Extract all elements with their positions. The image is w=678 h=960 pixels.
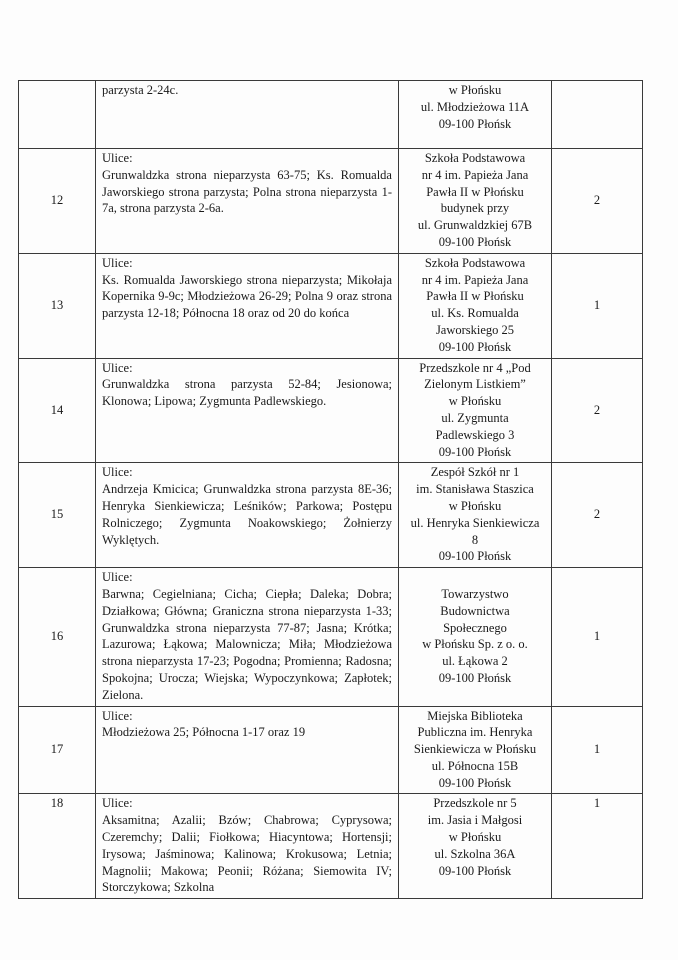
- place-line: Sienkiewicza w Płońsku: [413, 742, 537, 757]
- table-row: [19, 568, 643, 706]
- place-line: w Płońsku Sp. z o. o.: [422, 637, 528, 652]
- district-number-cell: 17: [19, 706, 96, 794]
- streets-header: Ulice:: [102, 151, 133, 165]
- place-line: Przedszkole nr 4 „Pod: [419, 360, 531, 375]
- district-number-cell: 15: [19, 463, 96, 568]
- place-line: ul. Grunwaldzkiej 67B: [417, 218, 533, 233]
- count-cell: 2: [552, 358, 643, 463]
- table-row: [19, 253, 643, 358]
- streets-text: Grunwaldzka strona nieparzysta 63-75; Ks. Romualda Jaworskiego strona parzysta; Polna strona nieparzysta 1-7a, strona parzysta 2-6a.: [102, 167, 392, 216]
- table-row: [19, 81, 643, 149]
- streets-cell: [96, 463, 399, 568]
- streets-cell: [96, 149, 399, 254]
- streets-header: Ulice:: [102, 255, 133, 270]
- place-line: Społecznego: [443, 620, 507, 635]
- district-number-cell: 14: [19, 358, 96, 463]
- place-line: im. Jasia i Małgosi: [427, 813, 523, 828]
- place-line: Budownictwa: [440, 603, 510, 618]
- place-line: w Płońsku: [448, 83, 502, 97]
- place-line: Jaworskiego 25: [435, 322, 515, 337]
- count-cell: 1: [552, 794, 643, 899]
- polling-districts-table: [18, 80, 643, 899]
- polling-station-cell: [399, 358, 552, 463]
- place-line: 09-100 Płońsk: [438, 549, 512, 564]
- place-line: 8: [471, 532, 479, 547]
- streets-text: Barwna; Cegielniana; Cicha; Ciepła; Daleka; Dobra; Działkowa; Główna; Graniczna strona nieparzysta 1-33; Grunwaldzka strona nieparzysta 77-87; Jasna; Krótka; Lazurowa; Łąkowa; Malownicza; Miła; Młodzieżowa strona nieparzysta 17-23; Pogodna; Promienna; Radosna; Spokojna; Urocza; Wiejska; Wypoczynkowa; Zapłotek; Zielona.: [102, 586, 392, 702]
- place-line: Zielonym Listkiem”: [424, 377, 526, 392]
- streets-cell: [96, 568, 399, 706]
- place-line: nr 4 im. Papieża Jana: [421, 272, 529, 287]
- polling-station-cell: [399, 568, 552, 706]
- streets-text: Ks. Romualda Jaworskiego strona nieparzysta; Mikołaja Kopernika 9-9c; Młodzieżowa 26-29; Polna 9 oraz strona parzysta 12-18; Północna 18 oraz od 20 do końca: [102, 272, 392, 321]
- table-row: [19, 706, 643, 794]
- place-line: Pawła II w Płońsku: [426, 289, 524, 304]
- place-line: Zespół Szkół nr 1: [430, 465, 520, 480]
- place-line: 09-100 Płońsk: [438, 234, 512, 249]
- count-cell: 2: [552, 149, 643, 254]
- place-line: Miejska Biblioteka: [427, 708, 523, 723]
- streets-cell: [96, 253, 399, 358]
- count-cell: 1: [552, 253, 643, 358]
- place-line: 09-100 Płońsk: [438, 116, 512, 131]
- table-row: [19, 149, 643, 254]
- streets-header: Ulice:: [102, 708, 133, 723]
- polling-station-cell: [399, 81, 552, 149]
- place-line: ul. Szkolna 36A: [434, 846, 516, 861]
- place-line: Towarzystwo: [441, 586, 509, 601]
- streets-cell: [96, 81, 399, 149]
- district-number-cell: 13: [19, 253, 96, 358]
- place-line: Szkoła Podstawowa: [424, 151, 526, 165]
- table-row: [19, 794, 643, 899]
- streets-cell: [96, 358, 399, 463]
- place-line: 09-100 Płońsk: [438, 775, 512, 790]
- polling-station-cell: [399, 149, 552, 254]
- place-line: Szkoła Podstawowa: [424, 255, 526, 270]
- place-line: Padlewskiego 3: [435, 427, 515, 442]
- polling-station-cell: [399, 253, 552, 358]
- place-line: w Płońsku: [448, 394, 502, 409]
- place-line: Przedszkole nr 5: [433, 796, 517, 811]
- streets-cell: [96, 794, 399, 899]
- place-line: 09-100 Płońsk: [438, 339, 512, 354]
- count-cell: [552, 81, 643, 149]
- district-number-cell: 16: [19, 568, 96, 706]
- streets-text: parzysta 2-24c.: [102, 83, 179, 97]
- table-row: [19, 463, 643, 568]
- place-line: ul. Zygmunta: [441, 410, 509, 425]
- place-line: w Płońsku: [448, 498, 502, 513]
- streets-text: Aksamitna; Azalii; Bzów; Chabrowa; Cyprysowa; Czeremchy; Dalii; Fiołkowa; Hiacyntowa; Hortensji; Irysowa; Jaśminowa; Kalinowa; Krokusowa; Letnia; Magnolii; Makowa; Peonii; Różana; Siemowita IV; Storczykowa; Szkolna: [102, 813, 392, 895]
- place-line: 09-100 Płońsk: [438, 444, 512, 459]
- count-cell: 2: [552, 463, 643, 568]
- streets-cell: [96, 706, 399, 794]
- count-cell: 1: [552, 568, 643, 706]
- place-line: nr 4 im. Papieża Jana: [421, 167, 529, 182]
- place-line: ul. Ks. Romualda: [431, 306, 519, 321]
- streets-header: Ulice:: [102, 360, 133, 375]
- place-line: w Płońsku: [448, 830, 502, 845]
- streets-header: Ulice:: [102, 796, 133, 811]
- streets-header: Ulice:: [102, 465, 133, 480]
- streets-text: Młodzieżowa 25; Północna 1-17 oraz 19: [102, 725, 306, 740]
- place-line: ul. Łąkowa 2: [442, 654, 508, 669]
- streets-text: Andrzeja Kmicica; Grunwaldzka strona parzysta 8E-36; Henryka Sienkiewicza; Leśników; Parkowa; Postępu Rolniczego; Zygmunta Noakowskiego; Żołnierzy Wyklętych.: [102, 482, 392, 547]
- place-line: im. Stanisława Staszica: [416, 482, 534, 497]
- count-cell: 1: [552, 706, 643, 794]
- streets-header: Ulice:: [102, 570, 133, 585]
- polling-station-cell: [399, 794, 552, 899]
- place-line: 09-100 Płońsk: [438, 670, 512, 685]
- table-row: [19, 358, 643, 463]
- place-line: Publiczna im. Henryka: [417, 725, 533, 740]
- place-line: ul. Północna 15B: [431, 758, 519, 773]
- place-line: Pawła II w Płońsku: [426, 184, 524, 199]
- district-number-cell: 12: [19, 149, 96, 254]
- district-number-cell: 18: [19, 794, 96, 899]
- place-line: ul. Henryka Sienkiewicza: [410, 515, 540, 530]
- place-line: 09-100 Płońsk: [438, 863, 512, 878]
- polling-station-cell: [399, 706, 552, 794]
- district-number-cell: [19, 81, 96, 149]
- place-line: budynek przy: [440, 201, 510, 216]
- streets-text: Grunwaldzka strona parzysta 52-84; Jesionowa; Klonowa; Lipowa; Zygmunta Padlewskiego.: [102, 377, 392, 409]
- place-line: ul. Młodzieżowa 11A: [420, 99, 530, 114]
- polling-station-cell: [399, 463, 552, 568]
